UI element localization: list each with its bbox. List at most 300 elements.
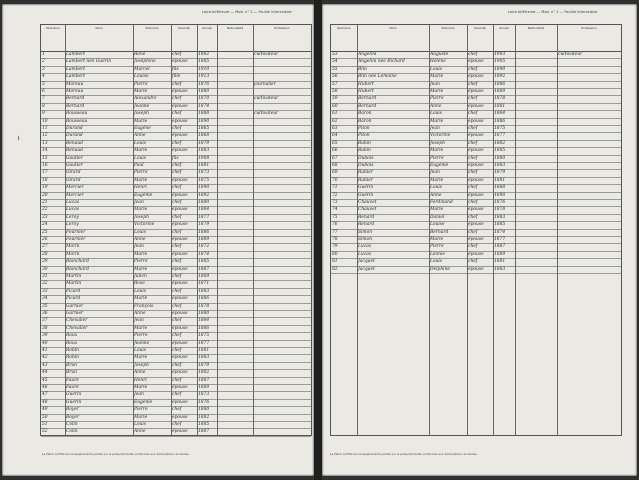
table-cell: 1885 [494, 222, 506, 228]
table-cell: épouse [468, 103, 484, 109]
table-cell: Joseph [134, 214, 149, 220]
table-cell: Marie [134, 414, 148, 420]
table-cell: Angelini [358, 52, 377, 57]
table-cell [218, 118, 252, 125]
table-cell [254, 384, 310, 391]
table-cell: 24 [42, 222, 48, 228]
table-cell [254, 347, 310, 354]
table-cell [218, 51, 252, 58]
table-cell [218, 280, 252, 287]
table-cell [218, 229, 252, 236]
table-cell [254, 406, 310, 413]
table-cell [254, 162, 310, 169]
table-cell: chef [172, 140, 182, 146]
table-cell: Marie [134, 355, 148, 361]
table-cell [558, 155, 620, 162]
table-cell: épouse [172, 414, 188, 420]
table-cell [516, 73, 556, 80]
table-cell: 32 [42, 281, 48, 287]
table-cell: 1892 [198, 192, 210, 198]
table-cell: chef [172, 244, 182, 250]
table-cell [218, 273, 252, 280]
table-cell: Daniel [430, 214, 445, 220]
table-cell: Faure [66, 385, 79, 390]
table-cell: 1889 [198, 237, 210, 242]
table-cell: Renard [358, 214, 375, 220]
table-cell: chef [468, 126, 478, 131]
table-cell: 23 [42, 214, 48, 220]
table-cell: chef [172, 274, 182, 279]
table-cell: épouse [468, 163, 484, 168]
table-cell: Marie [134, 89, 148, 94]
table-cell: Pierre [134, 170, 148, 176]
table-cell: 77 [332, 229, 338, 235]
table-cell [254, 140, 310, 147]
table-cell [218, 184, 252, 191]
table-cell: Marie [134, 325, 148, 331]
table-cell [218, 155, 252, 162]
table-cell: chef [172, 200, 182, 205]
table-cell: Julien [134, 274, 147, 279]
table-cell: 1870 [198, 96, 210, 102]
table-cell: 1875 [198, 177, 210, 183]
table-cell: Marcel [134, 66, 150, 72]
table-cell: épouse [172, 296, 188, 302]
table-cell: 1883 [494, 266, 506, 272]
table-cell [218, 214, 252, 221]
table-cell [218, 132, 252, 139]
table-cell [558, 169, 620, 176]
table-cell: 46 [42, 385, 48, 390]
table-cell [558, 140, 620, 147]
table-cell: 45 [42, 377, 48, 383]
table-cell: 44 [42, 370, 48, 376]
table-cell: Garnier [66, 303, 84, 309]
table-cell: Morin [66, 251, 80, 257]
table-cell: Eugénie [134, 192, 153, 198]
table-cell: 58 [332, 89, 338, 94]
table-cell: épouse [172, 192, 188, 198]
table-cell: épouse [468, 74, 484, 80]
table-cell [254, 221, 310, 228]
table-cell: Louis [134, 229, 147, 235]
table-cell: 22 [42, 207, 48, 213]
table-cell: 1885 [198, 422, 210, 427]
table-cell [254, 340, 310, 347]
table-cell: Guérin [358, 192, 374, 198]
table-cell: 19 [42, 185, 48, 191]
table-cell [516, 229, 556, 236]
table-cell: 1882 [494, 140, 506, 146]
table-cell: Simon [358, 237, 373, 242]
table-cell: Jean [430, 126, 440, 131]
table-cell: Leroy [66, 222, 79, 228]
table-cell [516, 266, 556, 273]
table-cell [254, 310, 310, 317]
table-cell: 1883 [198, 355, 210, 361]
table-cell: 1876 [198, 399, 210, 405]
table-cell [218, 95, 252, 102]
table-cell: 69 [332, 170, 338, 176]
table-cell [218, 340, 252, 347]
table-cell: 1883 [494, 214, 506, 220]
table-cell: 1883 [198, 288, 210, 294]
table-cell: 1874 [198, 103, 210, 109]
table-cell [218, 110, 252, 117]
table-cell: 67 [332, 155, 338, 161]
table-cell: Brun [66, 370, 77, 376]
table-cell: 1888 [198, 111, 210, 117]
table-cell: épouse [172, 251, 188, 257]
table-cell [558, 192, 620, 199]
table-cell [218, 362, 252, 369]
table-cell [254, 206, 310, 213]
table-cell: Jeanne [134, 340, 150, 346]
table-cell [254, 155, 310, 162]
table-cell: épouse [172, 133, 188, 139]
table-cell: épouse [468, 207, 484, 213]
table-cell: Martin [66, 274, 82, 279]
table-cell: 56 [332, 74, 338, 80]
left-page-header: Loire-Inférieure — Mod. n° 2 — Feuille intercalaire [202, 10, 292, 14]
table-cell [254, 369, 310, 376]
table-cell: Piton [358, 126, 370, 131]
table-cell: 1885 [198, 59, 210, 65]
table-cell: Lucas [66, 207, 80, 213]
table-cell [254, 377, 310, 384]
table-cell [516, 103, 556, 110]
table-cell [218, 258, 252, 265]
table-cell: 1886 [494, 118, 506, 124]
right-table-header [331, 25, 621, 52]
table-cell: chef [468, 259, 478, 265]
table-cell [218, 192, 252, 199]
table-cell [218, 125, 252, 132]
table-cell: 47 [42, 392, 48, 398]
table-cell: Louis [134, 348, 147, 353]
table-cell: Marie [430, 177, 444, 183]
table-cell: 12 [42, 133, 48, 139]
table-cell: Pierre [430, 96, 444, 102]
table-cell: épouse [172, 89, 188, 94]
table-cell [254, 251, 310, 258]
table-cell [516, 66, 556, 73]
table-cell: Mercier [66, 192, 84, 198]
table-cell: Dubois [358, 155, 374, 161]
table-cell: 54 [332, 59, 338, 65]
table-cell: 52 [42, 429, 48, 435]
table-cell: 17 [42, 170, 48, 176]
table-cell: Victorine [430, 133, 451, 139]
table-cell: 1869 [198, 274, 210, 279]
table-cell: chef [468, 170, 478, 176]
table-cell: 74 [332, 207, 338, 213]
table-cell: Moreau [66, 81, 84, 87]
table-cell: 1890 [198, 118, 210, 124]
table-cell: François [134, 303, 154, 309]
table-cell: Lambert [66, 52, 85, 57]
table-cell [558, 206, 620, 213]
table-cell [218, 88, 252, 95]
table-cell: Louise [134, 74, 149, 80]
table-cell [218, 391, 252, 398]
table-cell: 34 [42, 296, 48, 302]
table-cell: Marie [134, 177, 148, 183]
book-gutter [314, 0, 322, 480]
table-cell: Rabier [358, 170, 373, 176]
table-cell: 70 [332, 177, 338, 183]
table-cell: Picard [66, 296, 81, 302]
table-cell: 1889 [494, 89, 506, 94]
table-cell: Louis [134, 140, 147, 146]
table-cell [558, 251, 620, 258]
table-cell [558, 221, 620, 228]
table-cell: 1885 [198, 259, 210, 265]
table-cell: 1881 [494, 103, 506, 109]
table-cell: Chauvet [358, 207, 377, 213]
column-header: Parenté [474, 26, 486, 30]
table-cell [558, 118, 620, 125]
table-cell: Robin [66, 355, 79, 361]
table-cell [254, 229, 310, 236]
table-cell: 62 [332, 118, 338, 124]
table-cell: Anne [134, 311, 146, 316]
table-cell: 15 [42, 155, 48, 161]
table-cell [558, 110, 620, 117]
column-divider [515, 25, 516, 435]
table-cell [254, 103, 310, 110]
column-header: Nom [389, 26, 397, 30]
table-cell: épouse [172, 266, 188, 272]
table-cell: 1878 [494, 207, 506, 213]
table-cell: 1877 [494, 237, 506, 242]
table-cell [218, 58, 252, 65]
table-cell [218, 140, 252, 147]
table-cell [254, 317, 310, 324]
table-cell [516, 221, 556, 228]
table-cell: chef [468, 214, 478, 220]
table-cell: Pierre [134, 259, 148, 265]
table-cell: épouse [468, 59, 484, 65]
table-cell: chef [468, 140, 478, 146]
table-cell: 1880 [494, 155, 506, 161]
table-cell: 1873 [198, 170, 210, 176]
table-cell [218, 169, 252, 176]
table-cell: René [134, 52, 146, 57]
column-header: Année [499, 26, 509, 30]
table-cell [516, 214, 556, 221]
table-cell [516, 58, 556, 65]
table-cell: épouse [172, 148, 188, 154]
table-cell: Lucas [358, 251, 372, 257]
table-cell: Bernard [358, 103, 377, 109]
table-cell: 73 [332, 200, 338, 205]
table-cell: 1908 [198, 155, 210, 161]
table-cell: 1 [42, 52, 45, 57]
table-cell: Leroy [66, 214, 79, 220]
column-divider [493, 25, 494, 435]
table-cell: 43 [42, 362, 48, 368]
table-cell: Marie [134, 118, 148, 124]
table-cell: fils [172, 155, 179, 161]
table-cell: Jean [134, 244, 144, 250]
table-cell: Bernard [430, 229, 449, 235]
table-cell: Blanchard [66, 259, 89, 265]
table-cell [218, 325, 252, 332]
table-cell [558, 243, 620, 250]
table-cell: 21 [42, 200, 48, 205]
table-cell: 1877 [198, 214, 210, 220]
left-page [2, 4, 314, 476]
table-cell [218, 251, 252, 258]
table-cell [254, 214, 310, 221]
table-cell [254, 414, 310, 421]
table-cell: cultivateur [254, 111, 279, 117]
table-cell: 1881 [198, 163, 210, 168]
table-cell: 1875 [494, 126, 506, 131]
table-cell: 1872 [198, 244, 210, 250]
table-cell: Rousseau [66, 111, 88, 117]
table-cell: 33 [42, 288, 48, 294]
table-cell [558, 125, 620, 132]
table-cell: Anne [430, 192, 442, 198]
table-cell: Angelini née Richard [358, 59, 405, 65]
table-cell: Pierre [430, 244, 444, 250]
table-cell [516, 243, 556, 250]
table-cell [254, 288, 310, 295]
table-cell: Henri [134, 185, 147, 191]
table-cell: 1886 [198, 325, 210, 331]
table-cell: 2 [42, 59, 45, 65]
table-cell [516, 155, 556, 162]
table-cell: épouse [172, 399, 188, 405]
column-header: Profession [581, 26, 597, 30]
table-cell: 1905 [494, 59, 506, 65]
table-cell: chef [468, 185, 478, 191]
table-cell: 1879 [198, 140, 210, 146]
table-cell: 1890 [198, 185, 210, 191]
table-cell: chef [172, 185, 182, 191]
table-cell: épouse [172, 222, 188, 228]
right-page [322, 4, 637, 476]
table-cell [254, 66, 310, 73]
table-cell: 20 [42, 192, 48, 198]
table-cell: 79 [332, 244, 338, 250]
table-cell: 1881 [494, 259, 506, 265]
table-cell: 11 [42, 126, 48, 131]
table-cell [254, 266, 310, 273]
table-cell: 61 [332, 111, 338, 117]
table-cell [218, 317, 252, 324]
table-cell [516, 169, 556, 176]
table-cell [516, 199, 556, 206]
table-cell: épouse [172, 118, 188, 124]
table-cell: Louis [430, 111, 443, 117]
table-cell [218, 406, 252, 413]
table-cell: 8 [42, 103, 45, 109]
table-cell: Jean [430, 81, 440, 87]
table-cell: Fournier [66, 229, 86, 235]
table-cell [218, 73, 252, 80]
table-cell: 1879 [198, 362, 210, 368]
table-cell: Marie [430, 118, 444, 124]
table-cell [218, 288, 252, 295]
table-cell: chef [172, 288, 182, 294]
table-cell: 9 [42, 111, 45, 117]
table-cell: Hubert [358, 81, 374, 87]
table-cell [558, 236, 620, 243]
table-cell: 1887 [198, 429, 210, 435]
table-cell [254, 125, 310, 132]
table-cell: Chevalier [66, 318, 88, 324]
table-cell: Joseph [134, 362, 149, 368]
table-cell: Hubert [358, 89, 374, 94]
left-table-body [41, 51, 311, 435]
table-cell: chef [172, 81, 182, 87]
table-cell: Martin [66, 281, 82, 287]
column-header: Prénoms [441, 26, 455, 30]
table-cell: chef [468, 200, 478, 205]
table-cell: Paul [134, 163, 144, 168]
table-cell: Eugène [134, 126, 151, 131]
table-cell [254, 88, 310, 95]
table-cell: 28 [42, 251, 48, 257]
table-cell [254, 236, 310, 243]
table-cell: 7 [42, 96, 45, 102]
table-cell: Pierre [134, 333, 148, 339]
table-cell: Durand [66, 126, 83, 131]
table-cell [516, 140, 556, 147]
table-cell: épouse [172, 355, 188, 361]
table-cell [218, 399, 252, 406]
table-cell: 1887 [198, 377, 210, 383]
table-cell: épouse [468, 177, 484, 183]
table-cell: Lucas [66, 200, 80, 205]
table-cell: Alexandre [134, 96, 157, 102]
table-cell: Bernard [66, 96, 85, 102]
table-cell: Marie [134, 207, 148, 213]
table-cell [218, 369, 252, 376]
table-cell: Renaud [66, 148, 83, 154]
table-cell: Jean [430, 170, 440, 176]
table-cell [558, 147, 620, 154]
right-footnote: Le Maire certifie les renseignements portés sur la présente feuille conformes aux déclarations recueillies. [330, 451, 478, 456]
table-cell [516, 162, 556, 169]
table-cell [516, 251, 556, 258]
table-cell: 25 [42, 229, 48, 235]
table-cell: Louis [134, 288, 147, 294]
left-register-table [40, 24, 312, 436]
table-cell: Blin [358, 66, 367, 72]
table-cell: 5 [42, 81, 45, 87]
table-cell: 1885 [494, 148, 506, 154]
table-cell: Joséphine [134, 59, 156, 65]
table-cell: fils [172, 66, 179, 72]
table-cell [254, 421, 310, 428]
table-cell [218, 421, 252, 428]
table-cell: épouse [172, 59, 188, 65]
table-cell: Dubois [358, 163, 374, 168]
table-cell: 1880 [198, 407, 210, 413]
table-cell: Mercier [66, 185, 84, 191]
column-header: Nationalité [226, 26, 244, 30]
table-cell: 76 [332, 222, 338, 228]
column-header: Numéros [46, 26, 60, 30]
table-cell: fille [172, 74, 181, 80]
table-cell: Marie [134, 251, 148, 257]
table-cell [516, 81, 556, 88]
table-cell [254, 325, 310, 332]
